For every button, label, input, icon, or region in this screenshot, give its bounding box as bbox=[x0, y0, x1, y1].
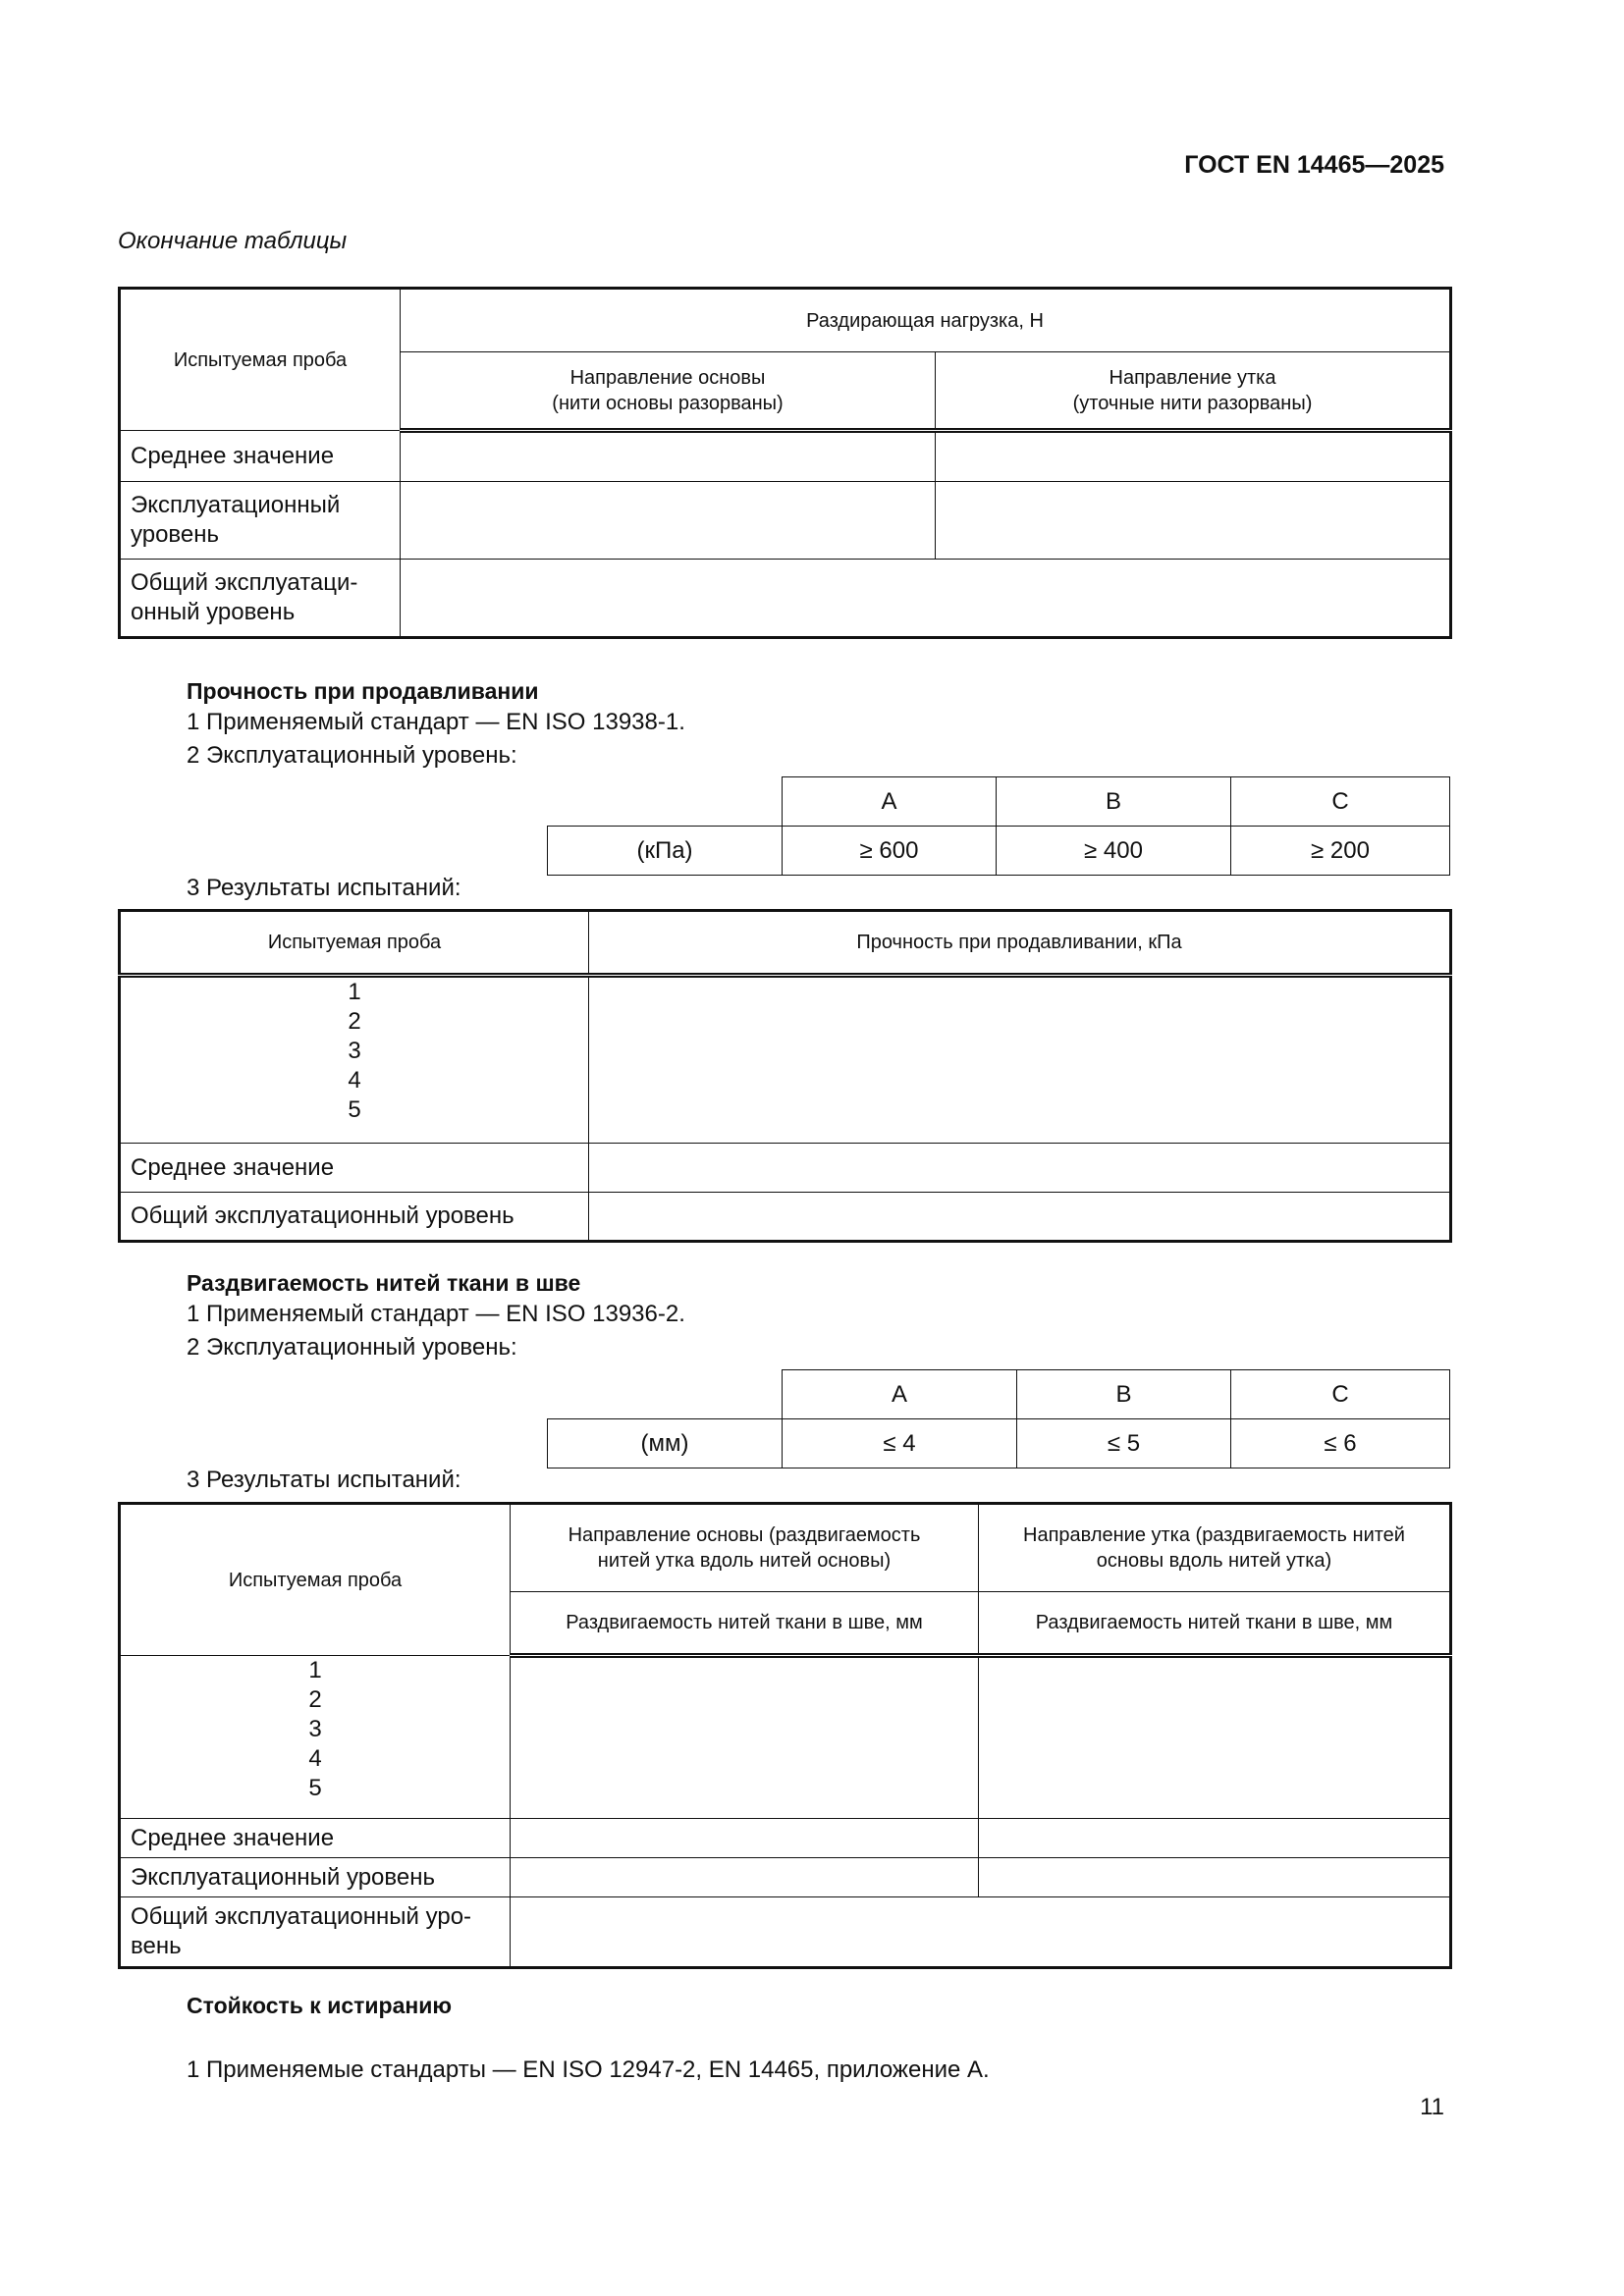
table-continuation-label: Окончание таблицы bbox=[118, 228, 348, 254]
cell-overall bbox=[589, 1193, 1451, 1242]
level-value-c: ≤ 6 bbox=[1231, 1419, 1450, 1468]
header-burst-strength: Прочность при продавливании, кПа bbox=[589, 911, 1451, 976]
abrasion-item-1: 1 Применяемые стандарты — EN ISO 12947-2, EN 14465, приложение A. bbox=[187, 2056, 990, 2083]
row-mean-label: Среднее значение bbox=[120, 431, 401, 482]
level-value-c: ≥ 200 bbox=[1231, 827, 1450, 876]
cell-warp-values bbox=[511, 1656, 979, 1819]
sample-number: 4 bbox=[348, 1067, 361, 1094]
header-tear-load: Раздирающая нагрузка, Н bbox=[401, 289, 1451, 352]
cell-level-weft bbox=[936, 482, 1451, 560]
seam-item-2: 2 Эксплуатационный уровень: bbox=[187, 1334, 517, 1361]
header-sample: Испытуемая проба bbox=[120, 1504, 511, 1656]
subheader-warp-slippage: Раздвигаемость нитей ткани в шве, мм bbox=[511, 1592, 979, 1656]
burst-item-2: 2 Эксплуатационный уровень: bbox=[187, 742, 517, 769]
sample-number: 3 bbox=[348, 1038, 361, 1064]
header-warp: Направление основы (нити основы разорваны) bbox=[401, 352, 936, 431]
sample-number: 1 bbox=[348, 979, 361, 1005]
cell-burst-values bbox=[589, 976, 1451, 1144]
sample-number: 4 bbox=[308, 1745, 322, 1772]
level-header-a: A bbox=[783, 777, 997, 827]
level-header-c: C bbox=[1231, 777, 1450, 827]
row-mean-label: Среднее значение bbox=[120, 1819, 511, 1858]
row-level-label: Эксплуатационный уровень bbox=[120, 1858, 511, 1897]
level-value-b: ≤ 5 bbox=[1017, 1419, 1231, 1468]
cell-mean-warp bbox=[401, 431, 936, 482]
sample-number: 5 bbox=[348, 1096, 361, 1123]
abrasion-heading: Стойкость к истиранию bbox=[187, 1993, 453, 2018]
cell-overall bbox=[401, 560, 1451, 638]
level-table-corner bbox=[548, 1370, 783, 1419]
burst-item-3: 3 Результаты испытаний: bbox=[187, 875, 461, 901]
level-header-b: B bbox=[1017, 1370, 1231, 1419]
seam-heading: Раздвигаемость нитей ткани в шве bbox=[187, 1270, 581, 1296]
cell-mean-warp bbox=[511, 1819, 979, 1858]
sample-number: 3 bbox=[308, 1716, 322, 1742]
cell-level-weft bbox=[979, 1858, 1451, 1897]
row-overall-label: Общий эксплуатационный уровень bbox=[120, 1193, 589, 1242]
level-table-corner bbox=[548, 777, 783, 827]
sample-number: 2 bbox=[348, 1008, 361, 1035]
level-unit: (мм) bbox=[548, 1419, 783, 1468]
document-header: ГОСТ EN 14465—2025 bbox=[1184, 151, 1444, 179]
level-value-b: ≥ 400 bbox=[997, 827, 1231, 876]
burst-heading: Прочность при продавливании bbox=[187, 678, 539, 704]
header-weft: Направление утка (раздвигаемость нитей основы вдоль нитей утка) bbox=[979, 1504, 1451, 1592]
level-header-c: C bbox=[1231, 1370, 1450, 1419]
level-value-a: ≥ 600 bbox=[783, 827, 997, 876]
level-unit: (кПа) bbox=[548, 827, 783, 876]
level-header-a: A bbox=[783, 1370, 1017, 1419]
seam-level-table bbox=[547, 1369, 1450, 1468]
cell-mean-weft bbox=[979, 1819, 1451, 1858]
level-header-b: B bbox=[997, 777, 1231, 827]
burst-item-1: 1 Применяемый стандарт — EN ISO 13938-1. bbox=[187, 709, 685, 735]
tear-results-table bbox=[118, 287, 1452, 639]
cell-mean-weft bbox=[936, 431, 1451, 482]
header-sample: Испытуемая проба bbox=[120, 289, 401, 431]
seam-item-3: 3 Результаты испытаний: bbox=[187, 1467, 461, 1493]
sample-number: 2 bbox=[308, 1686, 322, 1713]
row-overall-label: Общий эксплуатаци- онный уровень bbox=[120, 560, 401, 638]
row-level-label: Эксплуатационный уровень bbox=[120, 482, 401, 560]
page-number: 11 bbox=[1420, 2094, 1444, 2120]
burst-level-table bbox=[547, 776, 1450, 876]
header-weft: Направление утка (уточные нити разорваны) bbox=[936, 352, 1451, 431]
cell-overall bbox=[511, 1897, 1451, 1968]
sample-number: 5 bbox=[308, 1775, 322, 1801]
row-overall-label: Общий эксплуатационный уро- вень bbox=[120, 1897, 511, 1968]
seam-results-table bbox=[118, 1502, 1452, 1969]
level-value-a: ≤ 4 bbox=[783, 1419, 1017, 1468]
cell-mean bbox=[589, 1144, 1451, 1193]
seam-item-1: 1 Применяемый стандарт — EN ISO 13936-2. bbox=[187, 1301, 685, 1327]
cell-level-warp bbox=[401, 482, 936, 560]
header-warp: Направление основы (раздвигаемость нитей утка вдоль нитей основы) bbox=[511, 1504, 979, 1592]
row-mean-label: Среднее значение bbox=[120, 1144, 589, 1193]
sample-numbers bbox=[120, 976, 589, 1144]
cell-weft-values bbox=[979, 1656, 1451, 1819]
header-sample: Испытуемая проба bbox=[120, 911, 589, 976]
sample-number: 1 bbox=[308, 1657, 322, 1683]
sample-numbers bbox=[120, 1656, 511, 1819]
cell-level-warp bbox=[511, 1858, 979, 1897]
burst-results-table bbox=[118, 909, 1452, 1243]
subheader-weft-slippage: Раздвигаемость нитей ткани в шве, мм bbox=[979, 1592, 1451, 1656]
